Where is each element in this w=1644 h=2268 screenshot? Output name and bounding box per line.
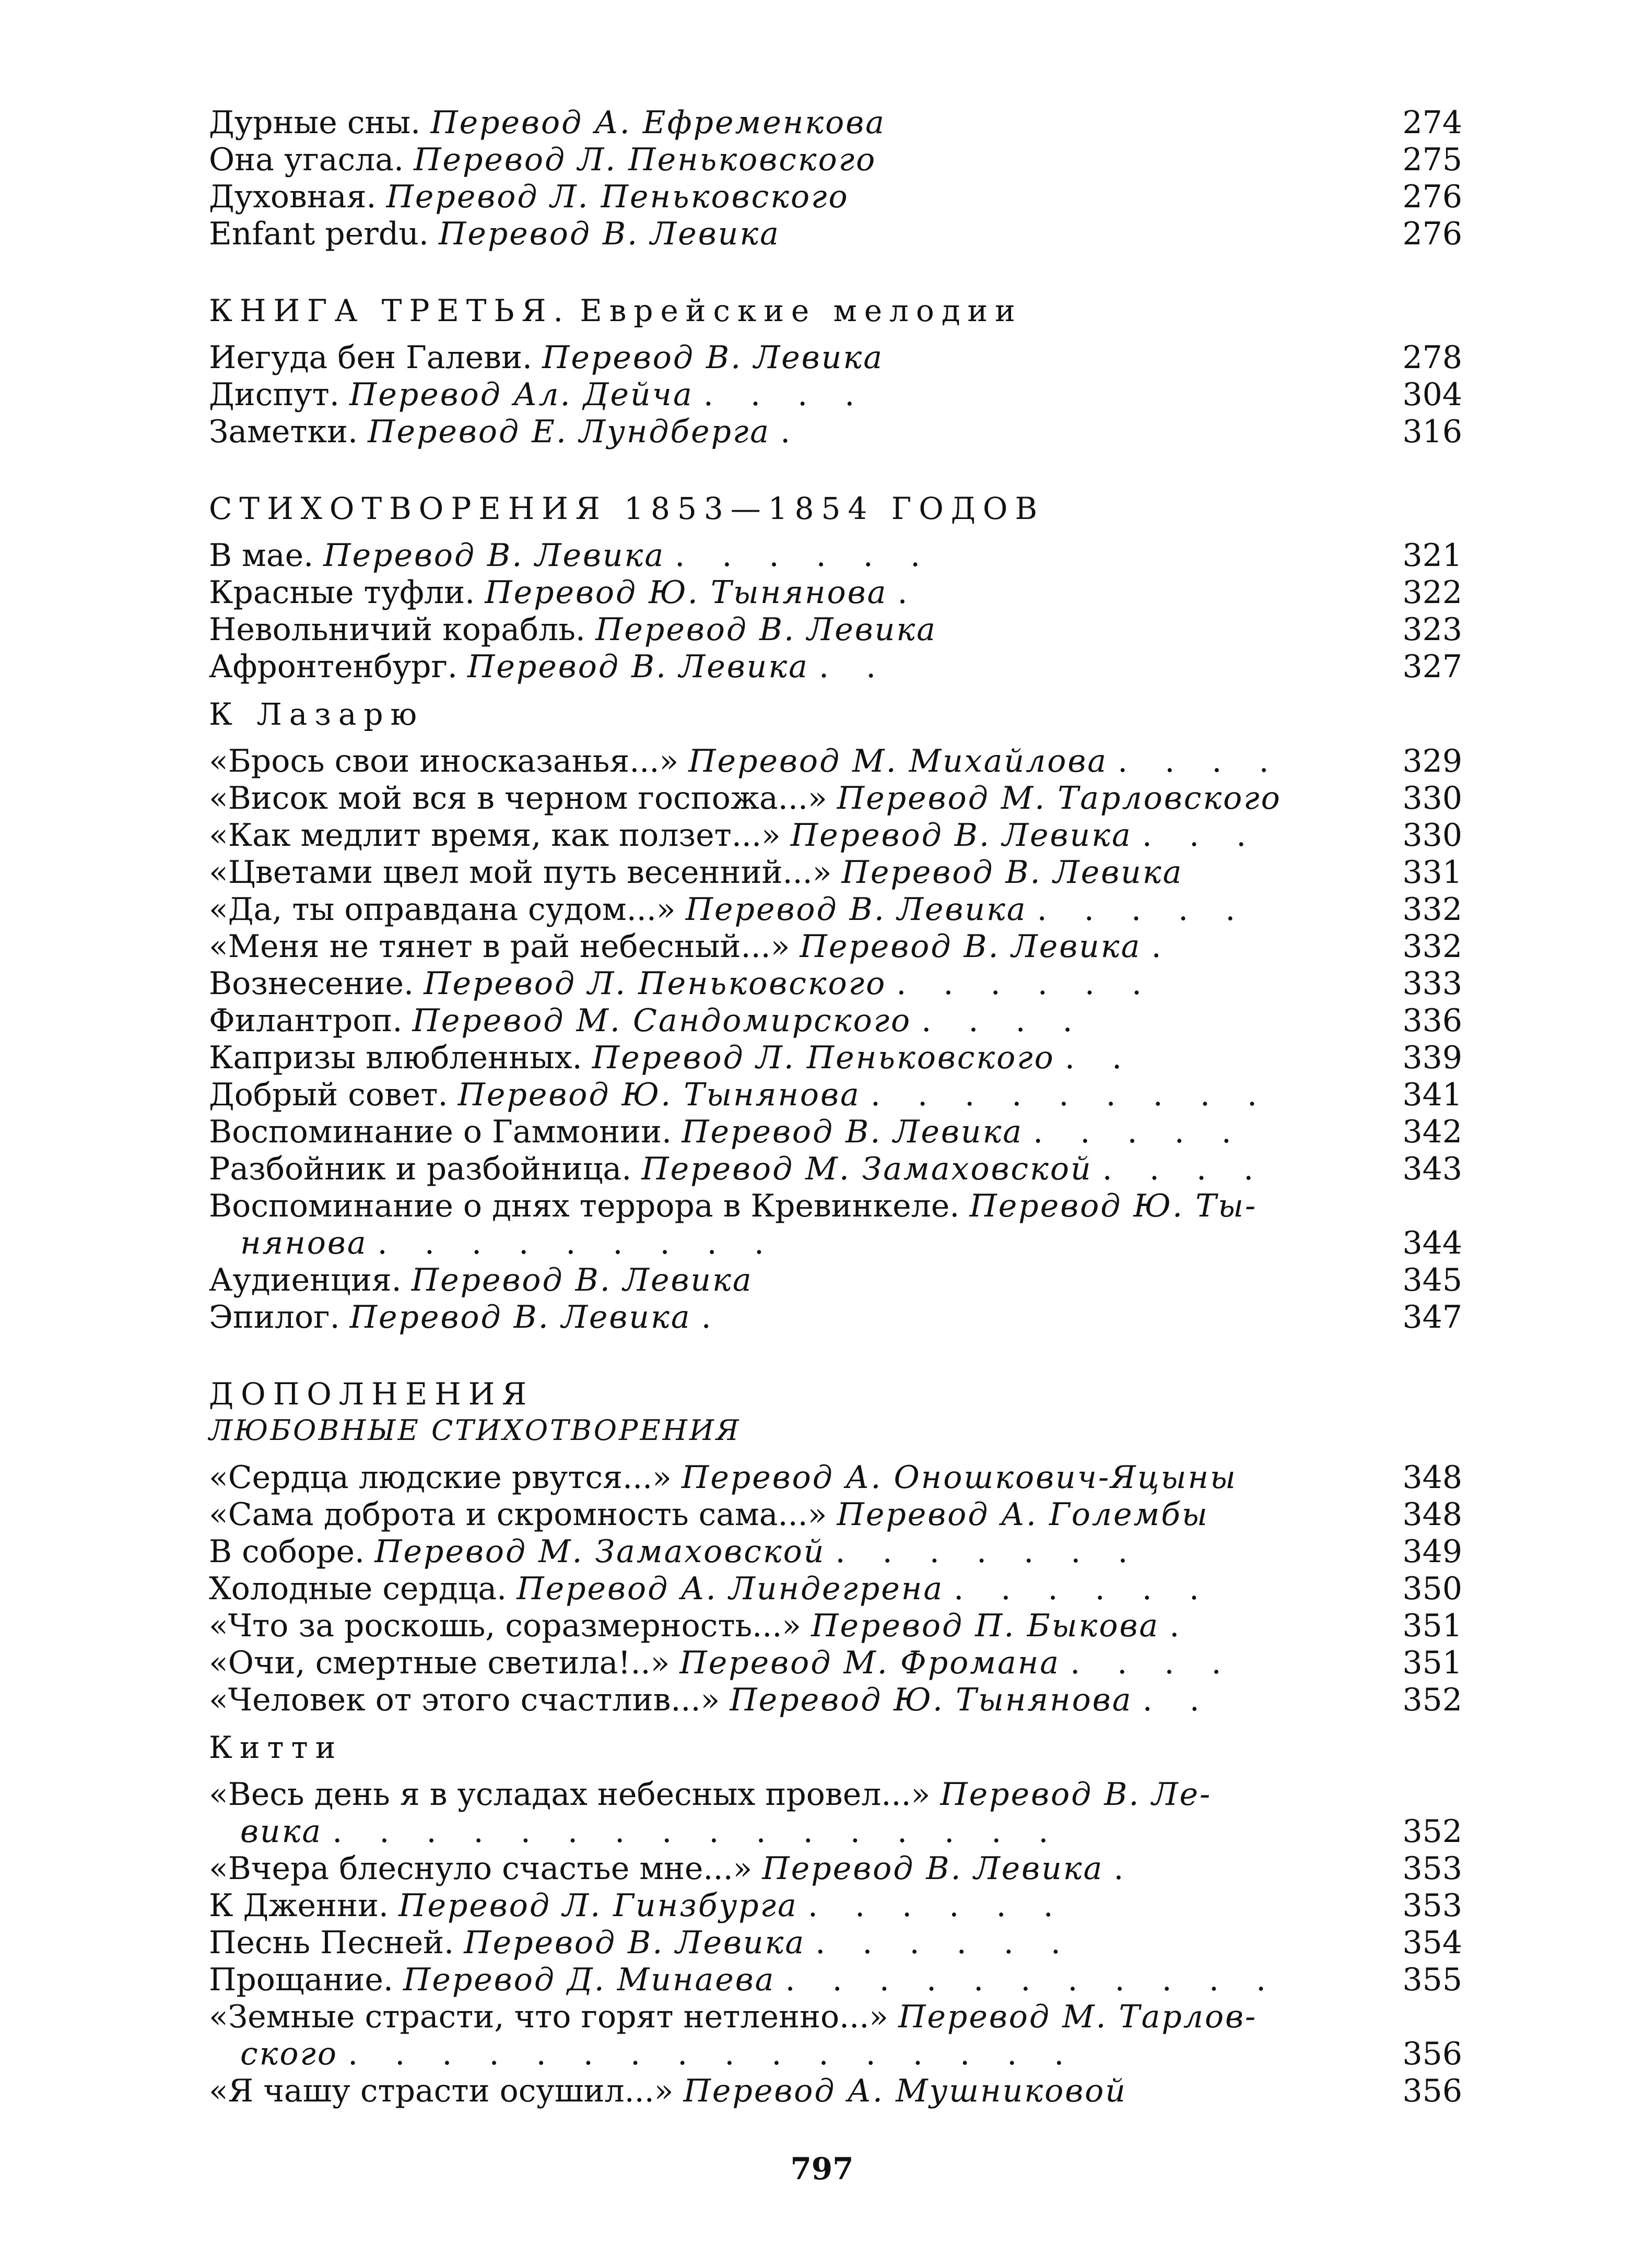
entry-page: 344 [1402,1225,1462,1261]
entry-text [209,1002,1086,1040]
entry-title: Холодные сердца. [209,1570,507,1607]
entry-title: Дурные сны. [209,104,421,141]
entry-page: 356 [1402,2036,1462,2072]
entry-text [209,611,937,648]
entry-text [209,1608,1193,1645]
entry-title: «Вчера блеснуло счастье мне...» [209,1850,753,1887]
entry-title: «Я чашу страсти осушил...» [209,2073,674,2109]
entry-title: Филантроп. [209,1002,403,1039]
entry-page: 356 [1402,2073,1462,2109]
leader-dots: . . . . [703,376,868,413]
entry-page: 274 [1402,104,1462,141]
entry-translator: Перевод Д. Минаева [403,1962,776,1998]
entry-text [209,1682,1213,1719]
section-gap [209,1719,1462,1729]
toc-entry [209,1002,1462,1040]
entry-page: 330 [1402,817,1462,854]
toc-entry [209,1887,1462,1924]
leader-dots: . [780,414,804,450]
toc-entry [209,743,1462,780]
entry-text [209,891,1249,928]
toc-entry [209,1299,1462,1336]
section-heading-sub: Китти [209,1730,343,1765]
entry-title: Красные туфли. [209,574,475,611]
entry-page: 345 [1402,1262,1462,1298]
entry-text [240,1813,1062,1850]
entry-translator: Перевод В. Левика [682,1114,1024,1150]
leader-dots: . . [1142,1682,1213,1718]
section-heading [209,696,1462,733]
entry-translator: ского [240,2036,338,2072]
toc-entry [209,2036,1462,2073]
leader-dots: . . . . . [1033,1114,1245,1150]
entry-title: Иегуда бен Галеви. [209,339,533,376]
entry-title: Песнь Песней. [209,1924,454,1961]
entry-translator: Перевод М. Михайлова [688,743,1108,779]
section-heading-main: ДОПОЛНЕНИЯ [209,1376,534,1412]
leader-dots: . . . . [1070,1645,1235,1681]
toc-entry [209,1151,1462,1188]
entry-text [209,179,849,216]
section-heading [209,490,1462,527]
entry-translator: нянова [240,1225,368,1261]
entry-translator: Перевод Л. Гинзбурга [398,1887,798,1924]
entry-page: 321 [1402,537,1462,574]
entry-translator: Перевод А. Оношкович-Яцыны [682,1459,1237,1496]
entry-text [209,1077,1271,1114]
toc-entry [209,1496,1462,1533]
entry-text [209,414,804,451]
entry-text [209,1459,1237,1496]
leader-dots: . . . . [1102,1151,1267,1187]
entry-translator: Перевод Л. Пеньковского [414,141,877,178]
leader-dots: . . . . . . [675,537,934,574]
entry-title: Духовная. [209,179,377,215]
leader-dots: . . [1064,1040,1136,1076]
toc-entry [209,1077,1462,1114]
toc-entry [209,104,1462,141]
entry-translator: Перевод М. Замаховской [374,1533,826,1570]
entry-text [240,2036,1077,2073]
entry-page: 336 [1402,1002,1462,1039]
toc-entry [209,854,1462,891]
entry-page: 327 [1402,648,1462,685]
toc-section [209,1719,1462,2110]
toc-entry [209,141,1462,179]
entry-text [209,376,868,414]
entry-text [209,104,886,141]
entry-page: 352 [1402,1813,1462,1850]
entry-translator: Перевод В. Левика [790,817,1132,854]
section-subheading: ЛЮБОВНЫЕ СТИХОТВОРЕНИЯ [209,1414,741,1447]
entry-translator: Перевод В. Левика [762,1850,1104,1887]
entry-text [209,965,1155,1002]
entry-translator: Перевод В. Левика [800,928,1142,965]
entry-title: Невольничий корабль. [209,611,585,648]
leader-dots: . . . . . . [896,965,1156,1002]
entry-page: 353 [1402,1850,1462,1887]
entry-translator: Перевод М. Фромана [679,1645,1061,1681]
toc-entry [209,2073,1462,2110]
entry-title: «Человек от этого счастлив...» [209,1682,720,1718]
heading-gap [209,527,1462,537]
section-heading [209,1729,1462,1766]
entry-translator: Перевод Ю. Тынянова [457,1077,861,1113]
entry-page: 276 [1402,216,1462,252]
entry-translator: Перевод М. Тарловского [837,780,1282,817]
entry-text [209,1299,725,1336]
toc-entry [209,1262,1462,1299]
entry-translator: Перевод В. Левика [841,854,1183,891]
entry-text [209,1151,1267,1188]
toc-entry [209,414,1462,451]
toc-entry [209,1040,1462,1077]
entry-title: Диспут. [209,376,339,413]
leader-dots: . [701,1299,725,1336]
entry-translator: Перевод М. Сандомирского [412,1002,912,1039]
entry-page: 316 [1402,414,1462,450]
leader-dots: . . [819,648,890,685]
entry-page: 322 [1402,574,1462,611]
toc-entry [209,537,1462,574]
toc-entry [209,1570,1462,1608]
section-gap [209,1336,1462,1376]
section-heading-sub: Еврейские мелодии [580,293,1023,328]
entry-page: 339 [1402,1040,1462,1076]
entry-text [209,1533,1141,1570]
entry-title: «Весь день я в усладах небесных провел...» [209,1776,931,1813]
entry-translator: Перевод В. Левика [685,891,1027,928]
toc-entry [209,965,1462,1002]
toc-section [209,253,1462,451]
toc-section [209,686,1462,1336]
toc-entry [209,1188,1462,1225]
entry-title: Афронтенбург. [209,648,457,685]
entry-translator: Перевод В. Левика [464,1924,806,1961]
entry-translator: Перевод Ю. Ты- [969,1188,1258,1224]
entry-page: 330 [1402,780,1462,817]
heading-gap [209,733,1462,743]
toc-entry [209,648,1462,686]
entry-title: Заметки. [209,414,358,450]
entry-title: «Да, ты оправдана судом...» [209,891,676,928]
entry-translator: Перевод В. Левика [411,1262,753,1298]
entry-text [209,1570,1213,1608]
entry-translator: Перевод В. Левика [467,648,809,685]
entry-translator: вика [240,1813,323,1850]
section-heading-main: КНИГА ТРЕТЬЯ. [209,293,570,328]
entry-translator: Перевод В. Левика [595,611,937,648]
entry-page: 329 [1402,743,1462,779]
leader-dots: . . . . . [1037,891,1249,928]
entry-text [209,1776,1212,1813]
heading-gap [209,1766,1462,1776]
entry-translator: Перевод А. Ефременкова [430,104,886,141]
entry-text [209,817,1260,854]
entry-page: 349 [1402,1533,1462,1570]
entry-page: 304 [1402,376,1462,413]
leader-dots: . [1113,1850,1137,1887]
entry-text [209,1999,1257,2036]
leader-dots: . . . . . . [815,1924,1074,1961]
entry-title: «Меня не тянет в рай небесный...» [209,928,790,965]
entry-translator: Перевод Л. Пеньковского [424,965,887,1002]
toc-section [209,1336,1462,1719]
entry-title: Прощание. [209,1962,393,1998]
entry-page: 343 [1402,1151,1462,1187]
entry-translator: Перевод А. Линдегрена [516,1570,944,1607]
entry-text [209,648,889,686]
section-heading-main: СТИХОТВОРЕНИЯ 1853—1854 ГОДОВ [209,491,1045,526]
entry-title: В соборе. [209,1533,365,1570]
page-number: 797 [790,2151,854,2187]
entry-translator: Перевод В. Левика [349,1299,691,1336]
leader-dots: . [1151,928,1175,965]
entry-text [209,1188,1257,1225]
entry-text [209,574,921,611]
entry-title: К Дженни. [209,1887,389,1924]
entry-text [209,339,884,376]
entry-translator: Перевод А. Мушниковой [683,2073,1127,2109]
toc-entry [209,339,1462,376]
toc-entry [209,1999,1462,2036]
entry-translator: Перевод Л. Пеньковского [592,1040,1055,1076]
entry-text [209,2073,1127,2110]
entry-page: 347 [1402,1299,1462,1336]
entry-page: 323 [1402,611,1462,648]
entry-title: В мае. [209,537,314,574]
entry-title: «Что за роскошь, соразмерность...» [209,1608,802,1644]
entry-page: 355 [1402,1962,1462,1998]
entry-translator: Перевод М. Замаховской [641,1151,1093,1187]
toc-entry [209,1608,1462,1645]
entry-text [209,1924,1074,1962]
section-heading [209,1376,1462,1412]
entry-text [209,537,934,574]
leader-dots: . . . . [1118,743,1283,779]
entry-text [209,1962,1279,1999]
entry-page: 351 [1402,1645,1462,1681]
leader-dots: . . . . . . . . . [377,1225,778,1261]
entry-translator: Перевод В. Ле- [940,1776,1212,1813]
toc-entry [209,928,1462,965]
entry-title: «Очи, смертные светила!..» [209,1645,670,1681]
entry-title: Добрый совет. [209,1077,448,1113]
entry-text [209,216,780,253]
toc-entry [209,1533,1462,1570]
entry-translator: Перевод В. Левика [323,537,665,574]
entry-text [209,1645,1235,1682]
entry-translator: Перевод Л. Пеньковского [386,179,849,215]
entry-translator: Перевод Ю. Тынянова [485,574,888,611]
leader-dots: . . . . . . [807,1887,1067,1924]
toc-entry [209,1225,1462,1262]
entry-title: Enfant perdu. [209,216,429,252]
entry-page: 351 [1402,1608,1462,1644]
entry-title: Эпилог. [209,1299,340,1336]
section-gap [209,686,1462,696]
leader-dots: . . . . . . [954,1570,1213,1607]
entry-translator: Перевод Ал. Дейча [349,376,694,413]
entry-page: 332 [1402,891,1462,928]
toc-entry [209,1682,1462,1719]
entry-page: 348 [1402,1496,1462,1533]
toc-entry [209,376,1462,414]
entry-page: 350 [1402,1570,1462,1607]
section-gap [209,451,1462,490]
toc-entry [209,611,1462,648]
entry-page: 332 [1402,928,1462,965]
table-of-contents [209,104,1462,2110]
entry-title: «Как медлит время, как ползет...» [209,817,781,854]
leader-dots: . [897,574,921,611]
toc-entry [209,1850,1462,1887]
toc-entry [209,1459,1462,1496]
section-heading [209,292,1462,329]
entry-text [209,1262,753,1299]
entry-page: 276 [1402,179,1462,215]
entry-page: 331 [1402,854,1462,891]
toc-section [209,451,1462,686]
entry-page: 278 [1402,339,1462,376]
toc-entry [209,1114,1462,1151]
toc-entry [209,891,1462,928]
leader-dots: . . . . . . . . . . . . . . . . [332,1813,1062,1850]
leader-dots: . . . . . . . . . . . [785,1962,1280,1998]
entry-title: Воспоминание о Гаммонии. [209,1114,672,1150]
leader-dots: . . . . . . . [835,1533,1142,1570]
entry-translator: Перевод Е. Лундберга [368,414,771,450]
toc-entry [209,179,1462,216]
leader-dots: . . . . . . . . . [870,1077,1271,1113]
entry-text [209,743,1283,780]
entry-title: «Земные страсти, что горят нетленно...» [209,1999,888,2035]
toc-entry [209,780,1462,817]
entry-text [240,1225,778,1262]
entry-page: 353 [1402,1887,1462,1924]
toc-entry [209,574,1462,611]
entry-translator: Перевод А. Голембы [837,1496,1209,1533]
entry-title: «Висок мой вся в черном госпожа...» [209,780,827,817]
entry-title: Разбойник и разбойница. [209,1151,632,1187]
leader-dots: . . . . . . . . . . . . . . . . [348,2036,1078,2072]
toc-entry [209,817,1462,854]
entry-page: 341 [1402,1077,1462,1113]
toc-entry [209,1776,1462,1813]
toc-entry [209,1645,1462,1682]
entry-text [209,1850,1137,1887]
toc-entry [209,216,1462,253]
entry-title: Аудиенция. [209,1262,402,1298]
toc-entry [209,1924,1462,1962]
entry-title: Воспоминание о днях террора в Кревинкеле. [209,1188,960,1224]
entry-title: «Брось свои иносказанья...» [209,743,679,779]
entry-page: 342 [1402,1114,1462,1150]
entry-text [209,1114,1245,1151]
entry-page: 354 [1402,1924,1462,1961]
leader-dots: . . . . [921,1002,1086,1039]
toc-section [209,104,1462,253]
entry-translator: Перевод Ю. Тынянова [730,1682,1133,1718]
entry-title: Вознесение. [209,965,414,1002]
toc-entry [209,1813,1462,1850]
section-gap [209,253,1462,292]
entry-text [209,1040,1135,1077]
entry-title: «Цветами цвел мой путь весенний...» [209,854,832,891]
entry-text [209,141,876,179]
entry-text [209,1496,1209,1533]
entry-translator: Перевод М. Тарлов- [898,1999,1258,2035]
entry-page: 333 [1402,965,1462,1002]
entry-page: 275 [1402,141,1462,178]
leader-dots: . . . [1142,817,1260,854]
entry-title: «Сама доброта и скромность сама...» [209,1496,827,1533]
entry-translator: Перевод В. Левика [542,339,884,376]
entry-translator: Перевод В. Левика [439,216,780,252]
section-heading-sub: К Лазарю [209,696,425,732]
entry-text [209,780,1282,817]
entry-title: Капризы влюбленных. [209,1040,582,1076]
heading-gap [209,1449,1462,1459]
toc-entry [209,1962,1462,1999]
entry-page: 348 [1402,1459,1462,1496]
entry-title: «Сердца людские рвутся...» [209,1459,672,1496]
leader-dots: . [1169,1608,1193,1644]
entry-page: 352 [1402,1682,1462,1718]
entry-text [209,1887,1067,1924]
entry-title: Она угасла. [209,141,404,178]
entry-text [209,854,1183,891]
heading-gap [209,329,1462,339]
entry-text [209,928,1175,965]
entry-translator: Перевод П. Быкова [811,1608,1160,1644]
